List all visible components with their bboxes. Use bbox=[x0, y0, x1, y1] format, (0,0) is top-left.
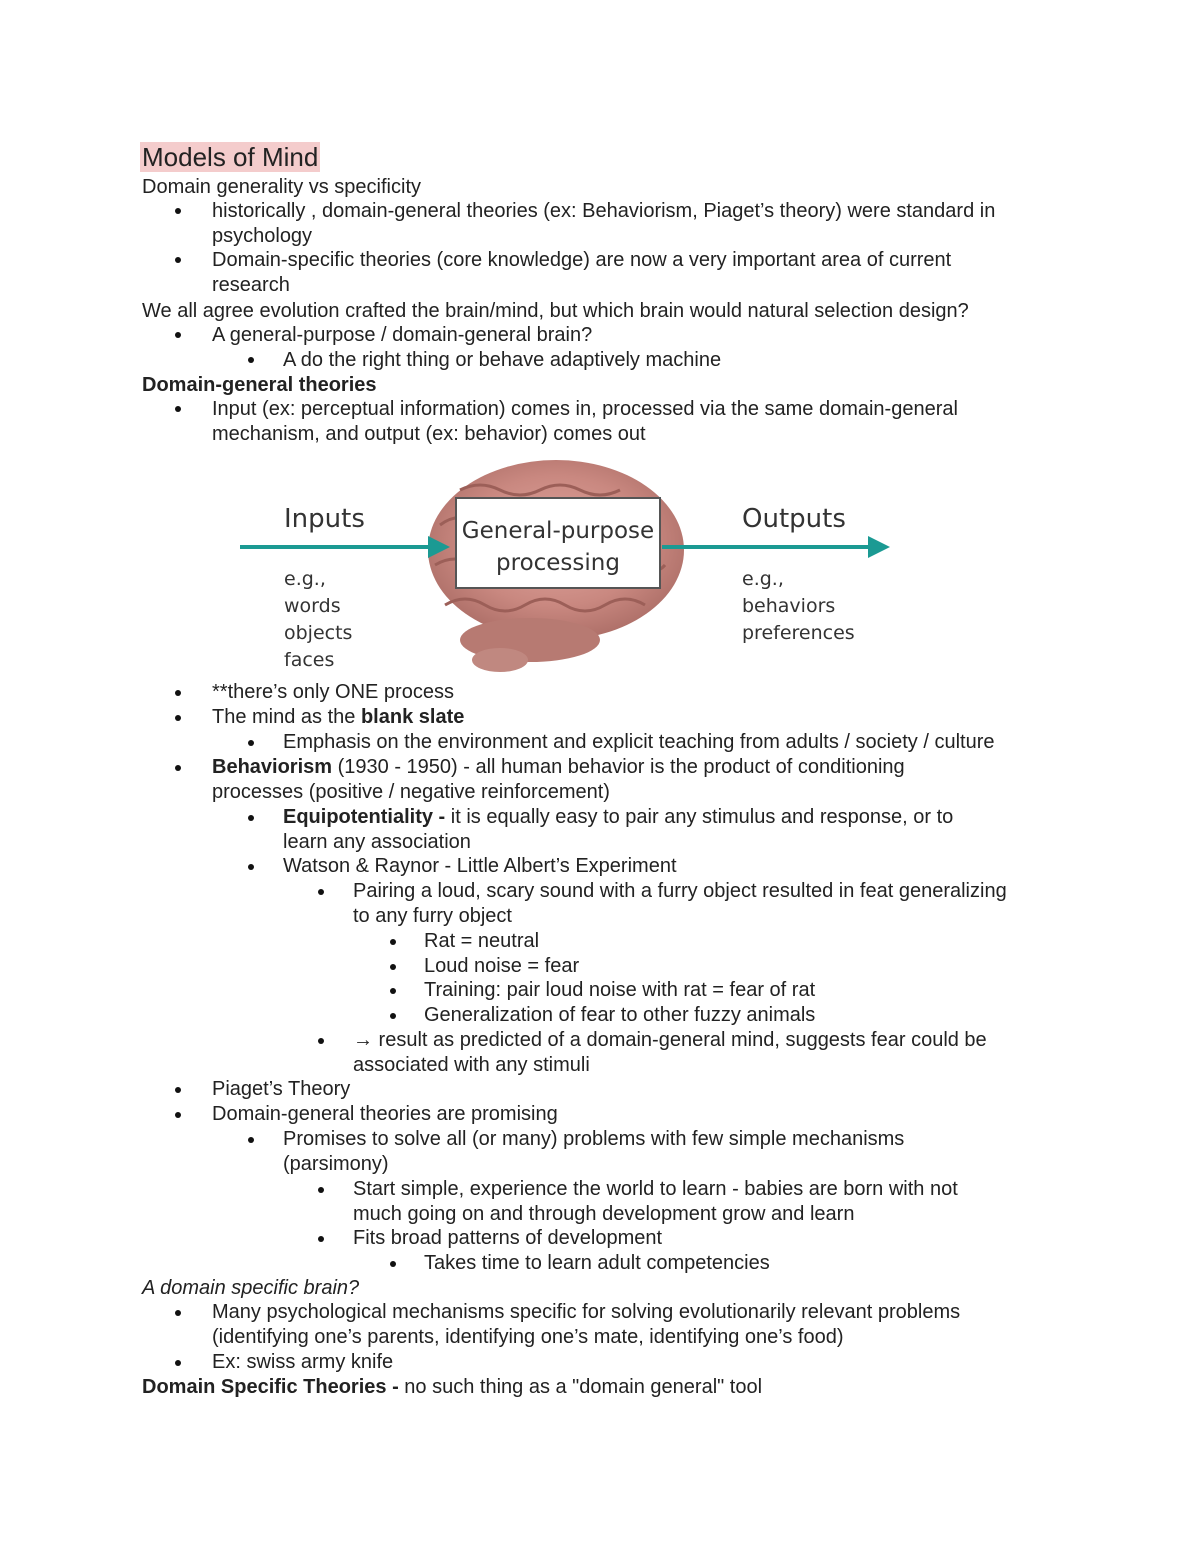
bullet bbox=[390, 939, 396, 945]
bullet-text: much going on and through development grow and learn bbox=[353, 1203, 855, 1225]
bullet-text: psychology bbox=[212, 225, 313, 247]
bullet-text: historically , domain-general theories (ex: Behaviorism, Piaget’s theory) were standard in bbox=[212, 200, 996, 222]
bullet-text: to any furry object bbox=[353, 905, 512, 927]
bullet-text: Promises to solve all (or many) problems with few simple mechanisms bbox=[283, 1128, 905, 1150]
bullet bbox=[175, 1112, 181, 1118]
general-purpose-diagram bbox=[230, 455, 910, 675]
bullet-text bbox=[212, 755, 905, 779]
bullet bbox=[318, 1038, 324, 1044]
bullet bbox=[175, 715, 181, 721]
bullet-text: Ex: swiss army knife bbox=[212, 1351, 394, 1373]
text-bold: Equipotentiality - bbox=[283, 806, 446, 828]
bullet-text: Generalization of fear to other fuzzy animals bbox=[424, 1004, 816, 1026]
bullet-text: Input (ex: perceptual information) comes in, processed via the same domain-general bbox=[212, 398, 958, 420]
bullet bbox=[248, 357, 254, 363]
subtitle: Domain generality vs specificity bbox=[142, 176, 421, 198]
bullet-text: Start simple, experience the world to learn - babies are born with not bbox=[353, 1178, 958, 1200]
bullet bbox=[390, 1261, 396, 1267]
text-bold: Behaviorism bbox=[212, 756, 333, 778]
bullet bbox=[175, 690, 181, 696]
outputs-label: Outputs bbox=[742, 504, 846, 534]
bullet-text bbox=[212, 705, 464, 729]
inputs-eg: e.g., bbox=[284, 568, 326, 590]
bullet bbox=[175, 765, 181, 771]
text-bold: blank slate bbox=[360, 706, 465, 728]
bullet-text: A general-purpose / domain-general brain? bbox=[212, 324, 593, 346]
bullet-text: A do the right thing or behave adaptively machine bbox=[283, 349, 722, 371]
bullet bbox=[175, 406, 181, 412]
bullet bbox=[175, 1087, 181, 1093]
box-label-1: General-purpose bbox=[461, 518, 655, 544]
output-item: preferences bbox=[742, 622, 855, 644]
inputs-label: Inputs bbox=[284, 504, 365, 534]
bullet-text: → result as predicted of a domain-general mind, suggests fear could be bbox=[353, 1029, 987, 1051]
bullet bbox=[390, 988, 396, 994]
text-run: no such thing as a "domain general" tool bbox=[398, 1376, 763, 1398]
bullet-text: Pairing a loud, scary sound with a furry object resulted in feat generalizing bbox=[353, 880, 1007, 902]
bullet-text: research bbox=[212, 274, 290, 296]
section-heading: Domain-general theories bbox=[142, 374, 377, 396]
bullet bbox=[175, 1360, 181, 1366]
bullet-text: Fits broad patterns of development bbox=[353, 1227, 663, 1249]
bullet bbox=[175, 208, 181, 214]
bullet-text: Rat = neutral bbox=[424, 930, 540, 952]
bullet bbox=[248, 1137, 254, 1143]
input-item: faces bbox=[284, 649, 335, 671]
bullet-text: Many psychological mechanisms specific for solving evolutionarily relevant problems bbox=[212, 1301, 961, 1323]
text-run: it is equally easy to pair any stimulus and response, or to bbox=[445, 806, 954, 828]
question-line: We all agree evolution crafted the brain/mind, but which brain would natural selection design? bbox=[142, 300, 969, 322]
box-label-2: processing bbox=[496, 550, 620, 576]
bullet-text: mechanism, and output (ex: behavior) comes out bbox=[212, 423, 646, 445]
bullet-text: learn any association bbox=[283, 831, 471, 853]
bullet-text: associated with any stimuli bbox=[353, 1054, 590, 1076]
bullet bbox=[318, 1236, 324, 1242]
text-run: The mind as the bbox=[212, 706, 361, 728]
section-heading bbox=[142, 1375, 762, 1399]
input-arrow bbox=[240, 536, 450, 558]
bullet-text bbox=[283, 805, 953, 829]
bullet bbox=[248, 815, 254, 821]
outputs-eg: e.g., bbox=[742, 568, 784, 590]
output-arrow bbox=[662, 536, 890, 558]
bullet-text: Domain-general theories are promising bbox=[212, 1103, 558, 1125]
bullet-text: Domain-specific theories (core knowledge) are now a very important area of current bbox=[212, 249, 952, 271]
bullet-text: Takes time to learn adult competencies bbox=[424, 1252, 770, 1274]
bullet bbox=[390, 964, 396, 970]
bullet-text: **there’s only ONE process bbox=[212, 681, 454, 703]
bullet bbox=[248, 864, 254, 870]
bullet-text: Emphasis on the environment and explicit teaching from adults / society / culture bbox=[283, 731, 995, 753]
input-item: objects bbox=[284, 622, 353, 644]
text-bold: Domain Specific Theories - bbox=[142, 1376, 399, 1398]
page-title: Models of Mind bbox=[142, 142, 319, 172]
bullet bbox=[390, 1013, 396, 1019]
bullet bbox=[318, 889, 324, 895]
bullet-text: Loud noise = fear bbox=[424, 955, 580, 977]
bullet bbox=[175, 332, 181, 338]
bullet-text: processes (positive / negative reinforcement) bbox=[212, 781, 610, 803]
bullet bbox=[175, 257, 181, 263]
bullet-text: Watson & Raynor - Little Albert’s Experiment bbox=[283, 855, 677, 877]
bullet-text: Training: pair loud noise with rat = fear of rat bbox=[424, 979, 816, 1001]
bullet bbox=[318, 1187, 324, 1193]
bullet bbox=[175, 1310, 181, 1316]
bullet-text: (identifying one’s parents, identifying one’s mate, identifying one’s food) bbox=[212, 1326, 844, 1348]
input-item: words bbox=[284, 595, 341, 617]
output-item: behaviors bbox=[742, 595, 836, 617]
section-question: A domain specific brain? bbox=[142, 1277, 360, 1299]
text-run: (1930 - 1950) - all human behavior is the product of conditioning bbox=[332, 756, 905, 778]
bullet-text: (parsimony) bbox=[283, 1153, 389, 1175]
bullet-text: Piaget’s Theory bbox=[212, 1078, 351, 1100]
bullet bbox=[248, 740, 254, 746]
